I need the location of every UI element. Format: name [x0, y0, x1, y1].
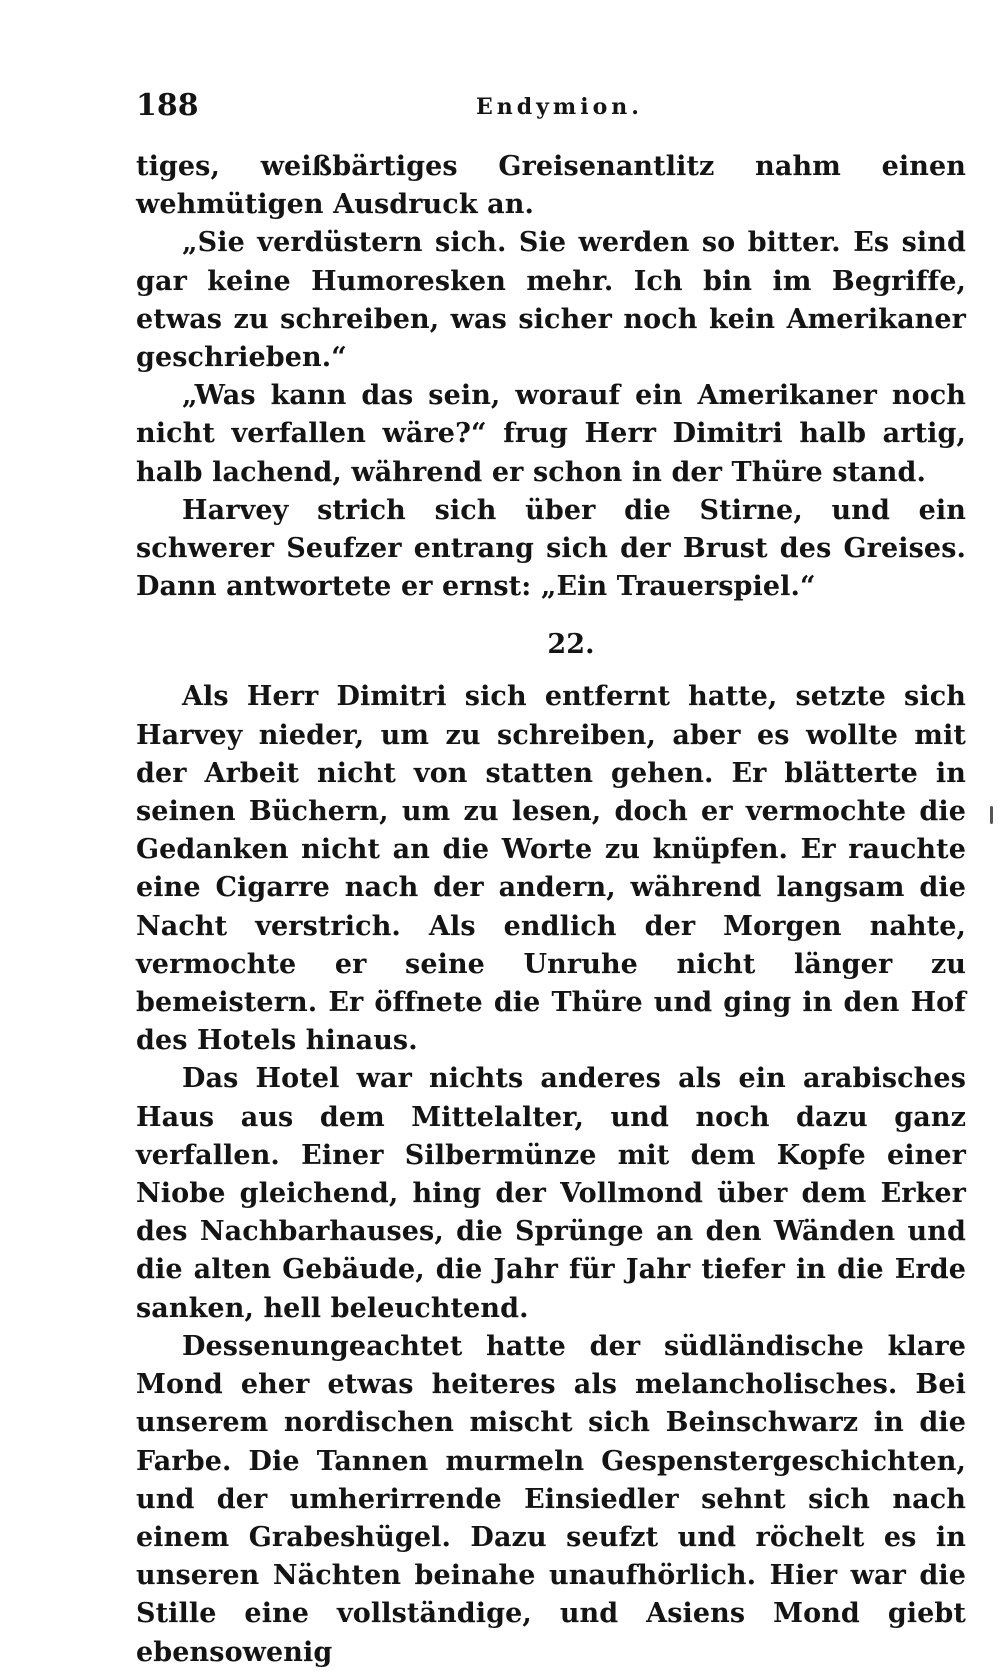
paragraph: tiges, weißbärtiges Greisenantlitz nahm einen wehmütigen Ausdruck an. — [136, 151, 966, 221]
page-header — [136, 88, 966, 132]
paragraph: „Was kann das sein, worauf ein Amerikaner noch nicht verfallen wäre?“ frug Herr Dimitri halb artig, halb lachend, während er schon in der Thüre stand. — [136, 380, 966, 488]
page-body — [136, 148, 966, 1672]
page-number: 188 — [136, 88, 199, 123]
paragraph: Harvey strich sich über die Stirne, und ein schwerer Seufzer entrang sich der Brust des Greises. Dann antwortete er ernst: „Ein Trauerspiel.“ — [136, 494, 966, 603]
section-number: 22. — [547, 629, 595, 661]
paragraph: Dessenungeachtet hatte der südländische klare Mond eher etwas heiteres als melancholisches. Bei unserem nordischen mischt sich Beinschwarz in die Farbe. Die Tannen murmeln Gespenstergeschichten, und der umherirrende Einsiedler sehnt sich nach einem Grabeshügel. Dazu seufzt und röchelt es in unseren Nächten beinahe unaufhörlich. Hier war die Stille eine vollständige, und Asiens Mond giebt ebensowenig — [136, 1330, 966, 1668]
running-title: Endymion. — [476, 94, 643, 120]
paragraph: Das Hotel war nichts anderes als ein arabisches Haus aus dem Mittelalter, und noch dazu ganz verfallen. Einer Silbermünze mit dem Kopfe einer Niobe gleichend, hing der Vollmond über dem Erker des Nachbarhauses, die Sprünge an den Wänden und die alten Gebäude, die Jahr für Jahr tiefer in die Erde sanken, hell beleuchtend. — [136, 1063, 966, 1324]
scan-mark — [990, 806, 993, 824]
paragraph: Als Herr Dimitri sich entfernt hatte, setzte sich Harvey nieder, um zu schreiben, aber es wollte mit der Arbeit nicht von statten gehen. Er blätterte in seinen Büchern, um zu lesen, doch er vermochte die Gedanken nicht an die Worte zu knüpfen. Er rauchte eine Cigarre nach der andern, während langsam die Nacht verstrich. Als endlich der Morgen nahte, vermochte er seine Unruhe nicht länger zu bemeistern. Er öffnete die Thüre und ging in den Hof des Hotels hinaus. — [136, 681, 966, 1057]
paragraph: „Sie verdüstern sich. Sie werden so bitter. Es sind gar keine Humoresken mehr. Ich bin im Begriffe, etwas zu schreiben, was sicher noch kein Amerikaner geschrieben.“ — [136, 227, 966, 374]
